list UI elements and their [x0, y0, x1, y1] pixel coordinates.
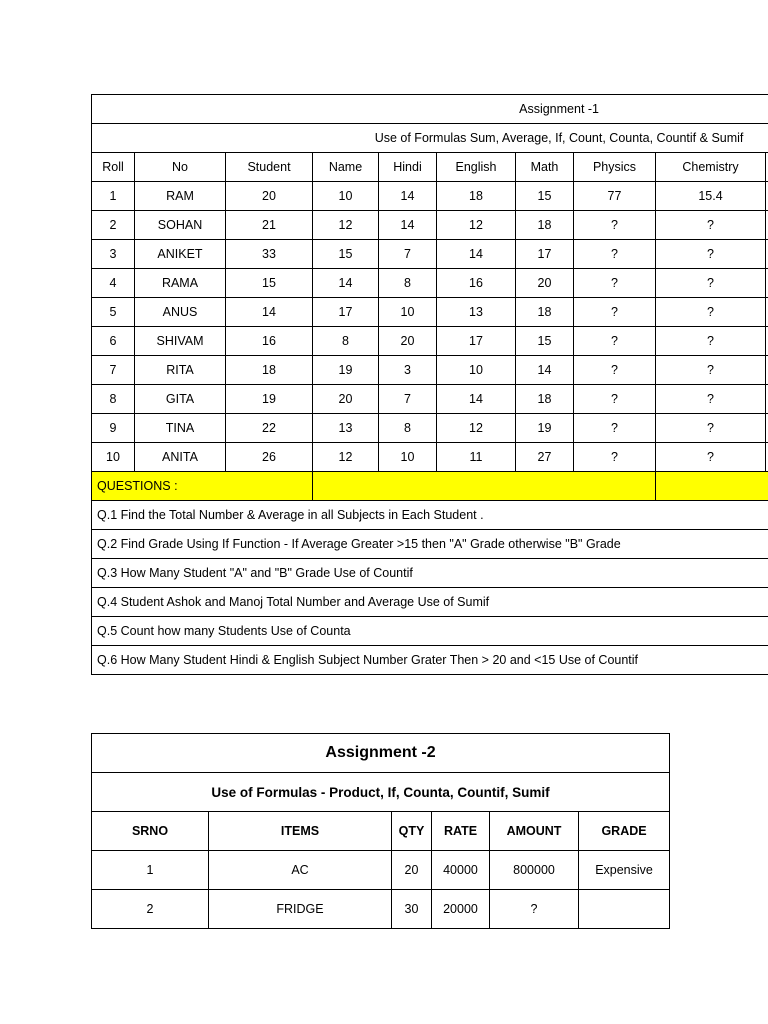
table-cell[interactable]: 1	[92, 851, 209, 890]
table-cell[interactable]: 10	[437, 356, 516, 385]
table-cell[interactable]: ANIKET	[135, 240, 226, 269]
table-cell[interactable]: 11	[437, 443, 516, 472]
table-cell[interactable]: 8	[379, 414, 437, 443]
table-cell[interactable]: 17	[313, 298, 379, 327]
table-cell[interactable]: 20	[226, 182, 313, 211]
column-header[interactable]: Physics	[574, 153, 656, 182]
table-cell[interactable]: 40000	[432, 851, 490, 890]
column-header[interactable]: English	[437, 153, 516, 182]
table-cell[interactable]: ANUS	[135, 298, 226, 327]
table-cell[interactable]: 3	[92, 240, 135, 269]
table-cell[interactable]: Expensive	[579, 851, 670, 890]
table-row	[92, 327, 768, 356]
table-cell[interactable]: 12	[313, 211, 379, 240]
table-cell[interactable]: 27	[516, 443, 574, 472]
table-cell[interactable]: 17	[437, 327, 516, 356]
table-row	[92, 240, 768, 269]
table-cell[interactable]: 14	[313, 269, 379, 298]
table-cell[interactable]: 10	[313, 182, 379, 211]
table-cell[interactable]: 15	[516, 182, 574, 211]
table-cell[interactable]: 18	[437, 182, 516, 211]
table-cell[interactable]: ?	[656, 443, 766, 472]
table-cell[interactable]: ?	[656, 385, 766, 414]
column-header[interactable]: QTY	[392, 812, 432, 851]
table-cell[interactable]: ?	[574, 211, 656, 240]
table-cell[interactable]: 8	[379, 269, 437, 298]
question-row	[92, 617, 768, 646]
table-cell[interactable]: RAMA	[135, 269, 226, 298]
table-row	[92, 298, 768, 327]
table-cell[interactable]: 15	[226, 269, 313, 298]
table-cell[interactable]	[579, 890, 670, 929]
table-cell[interactable]: 13	[313, 414, 379, 443]
table-cell[interactable]: AC	[209, 851, 392, 890]
table-cell[interactable]: 14	[379, 211, 437, 240]
table-row	[92, 269, 768, 298]
table-cell[interactable]: 19	[313, 356, 379, 385]
table-cell[interactable]: 14	[379, 182, 437, 211]
table-cell[interactable]: 5	[92, 298, 135, 327]
table-cell[interactable]: ?	[656, 240, 766, 269]
question-text[interactable]: Q.3 How Many Student "A" and "B" Grade Use of Countif	[92, 559, 768, 588]
table-cell[interactable]: 12	[437, 414, 516, 443]
table-cell[interactable]: 6	[92, 327, 135, 356]
table-cell[interactable]: 14	[437, 385, 516, 414]
table-cell[interactable]: 20	[392, 851, 432, 890]
table-cell[interactable]: ANITA	[135, 443, 226, 472]
column-header[interactable]: Hindi	[379, 153, 437, 182]
table-row	[92, 356, 768, 385]
table-cell[interactable]: 17	[516, 240, 574, 269]
table-row	[92, 890, 670, 929]
table-cell[interactable]: 77	[574, 182, 656, 211]
table-row	[92, 414, 768, 443]
table-cell[interactable]: ?	[656, 298, 766, 327]
assignment-1-table	[91, 94, 768, 675]
assignment-1-title[interactable]: Assignment -1	[92, 95, 768, 124]
table-cell[interactable]: ?	[490, 890, 579, 929]
assignment-1-subtitle[interactable]: Use of Formulas Sum, Average, If, Count, Counta, Countif & Sumif	[92, 124, 768, 153]
table-cell[interactable]: ?	[656, 211, 766, 240]
table-cell[interactable]: ?	[574, 443, 656, 472]
table-cell[interactable]: 30	[392, 890, 432, 929]
question-text[interactable]: Q.5 Count how many Students Use of Counta	[92, 617, 768, 646]
question-row	[92, 530, 768, 559]
table-cell[interactable]: ?	[656, 327, 766, 356]
column-header[interactable]: Student	[226, 153, 313, 182]
column-header[interactable]: ITEMS	[209, 812, 392, 851]
assignment-2-title[interactable]: Assignment -2	[92, 734, 670, 773]
table-cell[interactable]: 18	[516, 298, 574, 327]
table-cell[interactable]: ?	[574, 356, 656, 385]
table-cell[interactable]: 18	[516, 211, 574, 240]
table-cell[interactable]: 4	[92, 269, 135, 298]
table-cell[interactable]: 20000	[432, 890, 490, 929]
questions-label[interactable]: QUESTIONS :	[92, 472, 313, 501]
column-header[interactable]: Math	[516, 153, 574, 182]
assignment-2-table	[91, 733, 670, 929]
table-cell[interactable]: 800000	[490, 851, 579, 890]
highlighted-cell[interactable]	[656, 472, 768, 501]
table-cell[interactable]: 19	[516, 414, 574, 443]
table-cell[interactable]: 7	[92, 356, 135, 385]
table-cell[interactable]: 15	[516, 327, 574, 356]
table-cell[interactable]: 20	[516, 269, 574, 298]
table-cell[interactable]: 20	[313, 385, 379, 414]
question-row	[92, 559, 768, 588]
column-header[interactable]: SRNO	[92, 812, 209, 851]
header-row	[92, 153, 768, 182]
table-cell[interactable]: 1	[92, 182, 135, 211]
table-cell[interactable]: 15	[313, 240, 379, 269]
table-cell[interactable]: 12	[437, 211, 516, 240]
table-cell[interactable]: 9	[92, 414, 135, 443]
table-cell[interactable]: RAM	[135, 182, 226, 211]
questions-row	[92, 472, 768, 501]
column-header[interactable]: RATE	[432, 812, 490, 851]
question-text[interactable]: Q.2 Find Grade Using If Function - If Average Greater >15 then "A" Grade otherwise "B" Grade	[92, 530, 768, 559]
table-cell[interactable]: 2	[92, 211, 135, 240]
table-cell[interactable]: ?	[574, 269, 656, 298]
question-row	[92, 646, 768, 675]
table-cell[interactable]: FRIDGE	[209, 890, 392, 929]
table-cell[interactable]: ?	[574, 327, 656, 356]
table-cell[interactable]: 21	[226, 211, 313, 240]
table-cell[interactable]: 18	[226, 356, 313, 385]
table-cell[interactable]: ?	[574, 414, 656, 443]
table-cell[interactable]: 10	[379, 443, 437, 472]
table-cell[interactable]: ?	[656, 269, 766, 298]
table-cell[interactable]: 18	[516, 385, 574, 414]
table-row	[92, 211, 768, 240]
table-cell[interactable]: ?	[656, 356, 766, 385]
table-cell[interactable]: 22	[226, 414, 313, 443]
table-cell[interactable]: 20	[379, 327, 437, 356]
table-cell[interactable]: 12	[313, 443, 379, 472]
table-cell[interactable]: 3	[379, 356, 437, 385]
table-cell[interactable]: 10	[379, 298, 437, 327]
table-cell[interactable]: 8	[92, 385, 135, 414]
question-text[interactable]: Q.1 Find the Total Number & Average in all Subjects in Each Student .	[92, 501, 768, 530]
table-row	[92, 182, 768, 211]
table-cell[interactable]: ?	[656, 414, 766, 443]
table-cell[interactable]: 10	[92, 443, 135, 472]
highlighted-cell[interactable]	[313, 472, 656, 501]
table-cell[interactable]: TINA	[135, 414, 226, 443]
table-cell[interactable]: 14	[226, 298, 313, 327]
question-row	[92, 501, 768, 530]
question-text[interactable]: Q.6 How Many Student Hindi & English Subject Number Grater Then > 20 and <15 Use of Countif	[92, 646, 768, 675]
column-header[interactable]: Chemistry	[656, 153, 766, 182]
header-row	[92, 812, 670, 851]
table-cell[interactable]: 26	[226, 443, 313, 472]
column-header[interactable]: AMOUNT	[490, 812, 579, 851]
table-cell[interactable]: SOHAN	[135, 211, 226, 240]
assignment-2-subtitle[interactable]: Use of Formulas - Product, If, Counta, Countif, Sumif	[92, 773, 670, 812]
table-cell[interactable]: 15.4	[656, 182, 766, 211]
table-cell[interactable]: 16	[226, 327, 313, 356]
table-cell[interactable]: ?	[574, 298, 656, 327]
table-cell[interactable]: 33	[226, 240, 313, 269]
table-cell[interactable]: RITA	[135, 356, 226, 385]
table-cell[interactable]: 7	[379, 385, 437, 414]
column-header[interactable]: GRADE	[579, 812, 670, 851]
table-row	[92, 851, 670, 890]
question-text[interactable]: Q.4 Student Ashok and Manoj Total Number and Average Use of Sumif	[92, 588, 768, 617]
table-cell[interactable]: 13	[437, 298, 516, 327]
table-cell[interactable]: 7	[379, 240, 437, 269]
question-row	[92, 588, 768, 617]
table-cell[interactable]: ?	[574, 385, 656, 414]
table-cell[interactable]: GITA	[135, 385, 226, 414]
column-header[interactable]: Name	[313, 153, 379, 182]
table-cell[interactable]: 14	[516, 356, 574, 385]
column-header[interactable]: No	[135, 153, 226, 182]
table-cell[interactable]: 8	[313, 327, 379, 356]
table-cell[interactable]: 2	[92, 890, 209, 929]
table-cell[interactable]: SHIVAM	[135, 327, 226, 356]
table-row	[92, 385, 768, 414]
table-cell[interactable]: 14	[437, 240, 516, 269]
table-cell[interactable]: ?	[574, 240, 656, 269]
table-cell[interactable]: 16	[437, 269, 516, 298]
table-cell[interactable]: 19	[226, 385, 313, 414]
column-header[interactable]: Roll	[92, 153, 135, 182]
table-row	[92, 443, 768, 472]
